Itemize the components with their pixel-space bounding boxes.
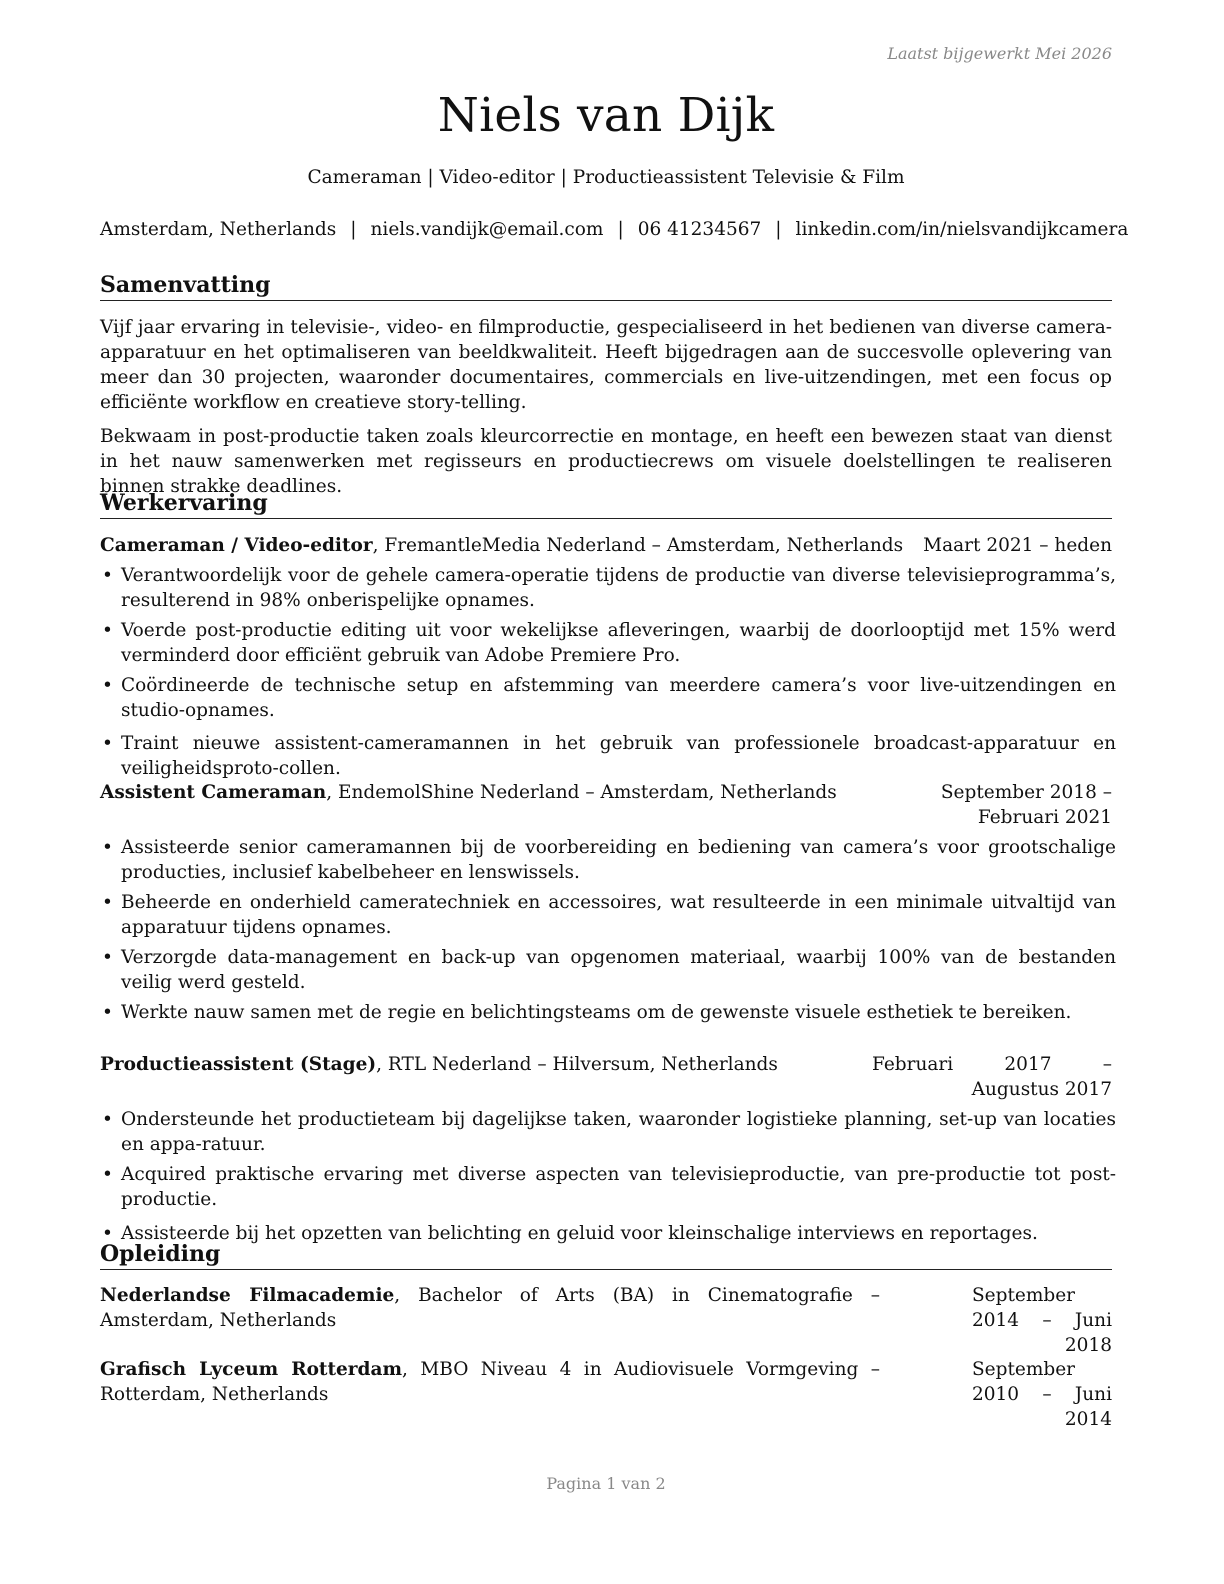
- list-item: • Verantwoordelijk voor de gehele camera-operatie tijdens de productie van diverse televisieprogramma’s, resulterend in 98% onberispelijke opnames.: [100, 563, 1116, 613]
- contact-separator: |: [775, 219, 782, 240]
- section-heading-education: Opleiding: [100, 1240, 1112, 1270]
- contact-separator: |: [617, 219, 624, 240]
- summary-paragraph: Bekwaam in post-productie taken zoals kleurcorrectie en montage, en heeft een bewezen staat van dienst in het nauw samenwerken met regisseurs en productiecrews om visuele doelstellingen te realiseren binnen strakke deadlines.: [100, 426, 1112, 497]
- summary-paragraph: Vijf jaar ervaring in televisie-, video- en filmproductie, gespecialiseerd in het bedienen van diverse camera-apparatuur en het optimaliseren van beeldkwaliteit. Heeft bijgedragen aan de succesvolle oplevering van meer dan 30 projecten, waaronder documentaires, commercials en live-uitzendingen, met een focus op efficiënte workflow en creatieve story-telling.: [100, 317, 1112, 413]
- list-item: • Assisteerde senior cameramannen bij de voorbereiding en bediening van camera’s voor grootschalige producties, inclusief kabelbeheer en lenswissels.: [100, 835, 1116, 885]
- contact-phone: 06 41234567: [637, 219, 762, 240]
- contact-separator: |: [350, 219, 357, 240]
- list-item: • Assisteerde bij het opzetten van belichting en geluid voor kleinschalige interviews en reportages.: [100, 1221, 1116, 1246]
- section-heading-experience: Werkervaring: [100, 489, 1112, 519]
- job-dates: September 2018 – Februari 2021: [940, 782, 1112, 828]
- education-dates: September 2014 – Juni 2018: [972, 1285, 1112, 1356]
- list-item: • Coördineerde de technische setup en afstemming van meerdere camera’s voor live-uitzendingen en studio-opnames.: [100, 673, 1116, 723]
- list-item: • Voerde post-productie editing uit voor wekelijkse afleveringen, waarbij de doorlooptijd met 15% werd verminderd door efficiënt gebruik van Adobe Premiere Pro.: [100, 618, 1116, 668]
- contact-line: [100, 219, 1129, 240]
- job-title: Cameraman / Video-editor: [100, 535, 373, 556]
- tagline: Cameraman | Video-editor | Productieassistent Televisie & Film: [307, 167, 905, 188]
- list-item: • Ondersteunde het productieteam bij dagelijkse taken, waaronder logistieke planning, set-up van locaties en appa-ratuur.: [100, 1107, 1116, 1157]
- list-item: • Beheerde en onderhield cameratechniek en accessoires, wat resulteerde in een minimale uitvaltijd van apparatuur tijdens opnames.: [100, 890, 1116, 940]
- contact-linkedin[interactable]: linkedin.com/in/nielsvandijkcamera: [795, 219, 1129, 240]
- list-item: • Acquired praktische ervaring met diverse aspecten van televisieproductie, van pre-productie tot post-productie.: [100, 1162, 1116, 1212]
- section-heading-summary: Samenvatting: [100, 271, 1112, 301]
- job-dates: Februari 2017 – Augustus 2017: [872, 1054, 1112, 1100]
- education-school: Nederlandse Filmacademie: [100, 1285, 395, 1306]
- candidate-name: Niels van Dijk: [437, 88, 775, 143]
- job-bullets: [100, 835, 1116, 1025]
- job-title: Productieassistent (Stage): [100, 1054, 377, 1075]
- list-item: • Traint nieuwe assistent-cameramannen in het gebruik van professionele broadcast-apparatuur en veiligheidsproto-collen.: [100, 731, 1116, 781]
- list-item: • Werkte nauw samen met de regie en belichtingsteams om de gewenste visuele esthetiek te bereiken.: [100, 1000, 1116, 1025]
- job-bullets: [100, 563, 1116, 781]
- resume-page: [100, 0, 1129, 1584]
- education-dates: September 2010 – Juni 2014: [972, 1359, 1112, 1430]
- education-detail: , MBO Niveau 4 in Audiovisuele Vormgeving – Rotterdam, Netherlands: [100, 1359, 880, 1405]
- job-title: Assistent Cameraman: [100, 782, 327, 803]
- job-bullets: [100, 1107, 1116, 1246]
- contact-email[interactable]: niels.vandijk@email.com: [370, 219, 604, 240]
- page-number: Pagina 1 van 2: [546, 1474, 666, 1493]
- job-company: , FremantleMedia Nederland – Amsterdam, Netherlands: [372, 535, 904, 556]
- education-school: Grafisch Lyceum Rotterdam: [100, 1359, 403, 1380]
- contact-location: Amsterdam, Netherlands: [100, 219, 337, 240]
- job-dates: Maart 2021 – heden: [923, 535, 1112, 556]
- education-detail: , Bachelor of Arts (BA) in Cinematografie – Amsterdam, Netherlands: [100, 1285, 880, 1331]
- job-company: , EndemolShine Nederland – Amsterdam, Netherlands: [326, 782, 837, 803]
- list-item: • Verzorgde data-management en back-up van opgenomen materiaal, waarbij 100% van de bestanden veilig werd gesteld.: [100, 945, 1116, 995]
- last-updated: Laatst bijgewerkt Mei 2026: [887, 44, 1112, 63]
- job-company: , RTL Nederland – Hilversum, Netherlands: [376, 1054, 778, 1075]
